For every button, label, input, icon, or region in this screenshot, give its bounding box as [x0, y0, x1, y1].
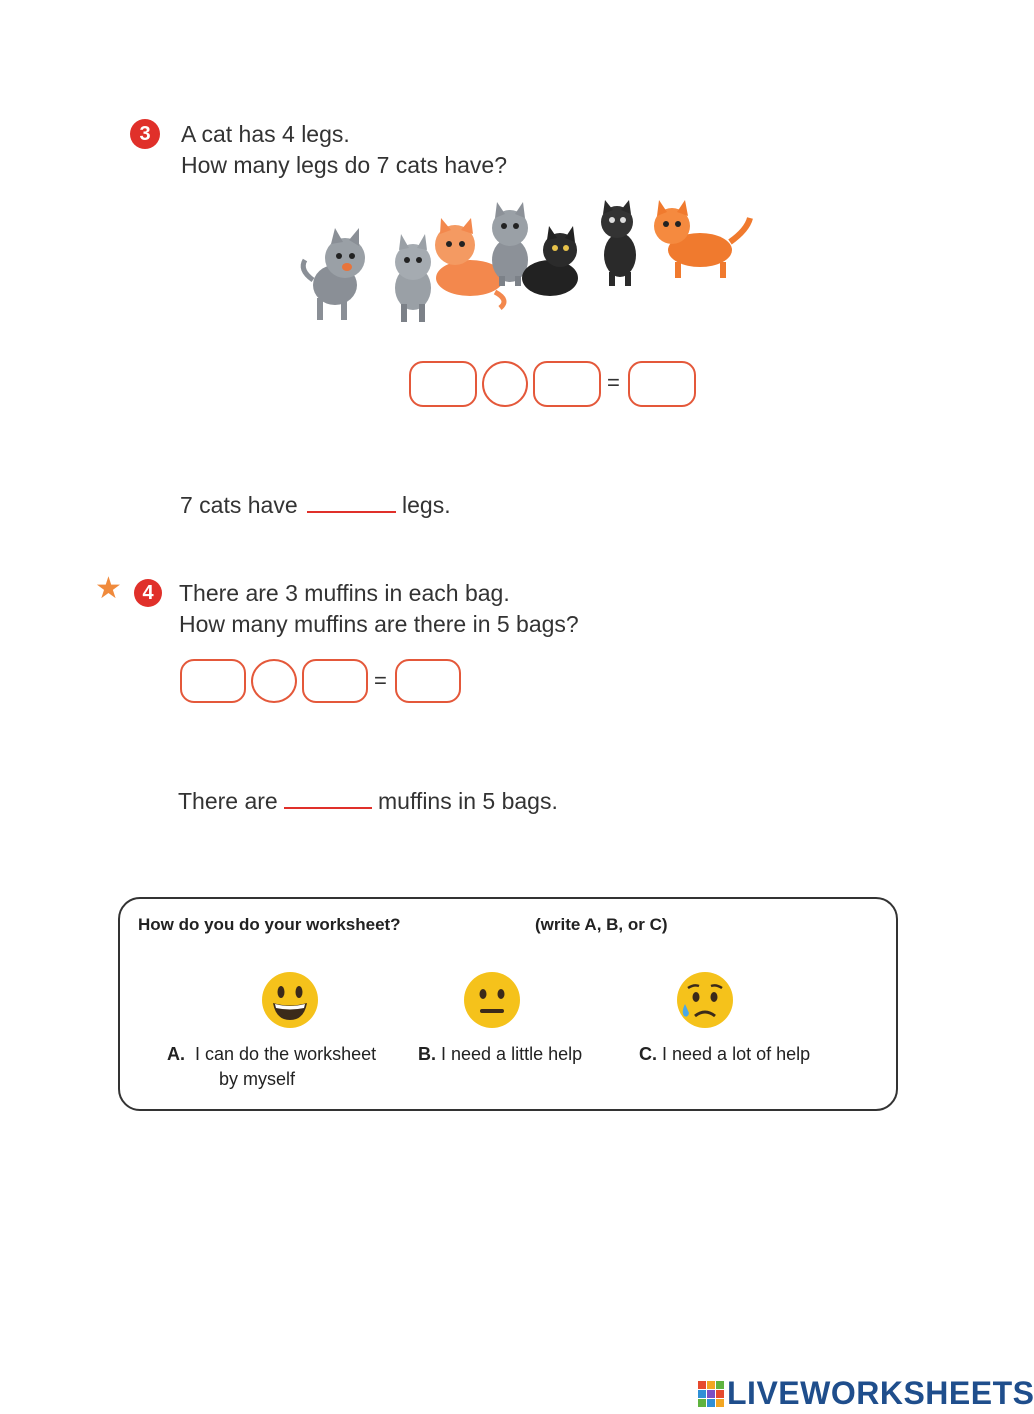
cat-2-icon	[395, 234, 431, 322]
q4-factor-2-box[interactable]	[302, 659, 368, 703]
question-3-text	[181, 119, 507, 181]
question-4-line-2: How many muffins are there in 5 bags?	[179, 611, 579, 637]
liveworksheets-logo-icon	[698, 1381, 724, 1407]
option-a-label-line-1: I can do the worksheet	[195, 1044, 377, 1064]
q4-answer-prefix: There are	[178, 788, 278, 814]
option-a-letter: A.	[167, 1044, 185, 1064]
option-c-label: I need a lot of help	[662, 1044, 811, 1064]
question-3-line-1: A cat has 4 legs.	[181, 121, 350, 147]
q4-answer-suffix: muffins in 5 bags.	[378, 788, 558, 814]
option-b	[418, 1042, 582, 1067]
q4-result-box[interactable]	[395, 659, 461, 703]
q3-factor-1-box[interactable]	[409, 361, 477, 407]
self-assessment-instruction: (write A, B, or C)	[535, 915, 668, 934]
option-a	[167, 1042, 376, 1092]
option-a-label-line-2: by myself	[219, 1069, 296, 1089]
grinning-face-icon	[260, 970, 320, 1030]
question-4-line-1: There are 3 muffins in each bag.	[179, 580, 510, 606]
q3-result-box[interactable]	[628, 361, 696, 407]
neutral-face-icon	[462, 970, 522, 1030]
option-b-letter: B.	[418, 1044, 436, 1064]
question-3-line-2: How many legs do 7 cats have?	[181, 152, 508, 178]
question-4-text	[179, 578, 579, 640]
option-c-letter: C.	[639, 1044, 657, 1064]
q3-answer-prefix: 7 cats have	[180, 492, 298, 518]
q3-factor-2-box[interactable]	[533, 361, 601, 407]
cats-illustration	[295, 200, 765, 330]
option-b-label: I need a little help	[441, 1044, 583, 1064]
option-c	[639, 1042, 810, 1067]
q4-equals-sign: =	[374, 668, 387, 693]
cat-4-icon	[492, 202, 528, 286]
cat-5-icon	[522, 226, 578, 296]
q4-answer-blank[interactable]	[284, 807, 372, 809]
challenge-star-icon: ★	[95, 572, 122, 605]
q3-operator-circle[interactable]	[482, 361, 528, 407]
liveworksheets-brand[interactable]: LIVEWORKSHEETS	[727, 1375, 1034, 1411]
question-number-badge: 3	[130, 119, 160, 149]
q4-factor-1-box[interactable]	[180, 659, 246, 703]
cat-6-icon	[601, 200, 636, 286]
q4-operator-circle[interactable]	[251, 659, 297, 703]
self-assessment-question: How do you do your worksheet?	[138, 915, 401, 934]
q3-answer-suffix: legs.	[402, 492, 451, 518]
q3-answer-blank[interactable]	[307, 511, 396, 513]
question-number-badge: 4	[134, 579, 162, 607]
cat-1-icon	[303, 228, 365, 320]
sad-sweat-face-icon	[675, 970, 735, 1030]
cat-7-icon	[654, 200, 750, 278]
q3-equals-sign: =	[607, 370, 620, 395]
